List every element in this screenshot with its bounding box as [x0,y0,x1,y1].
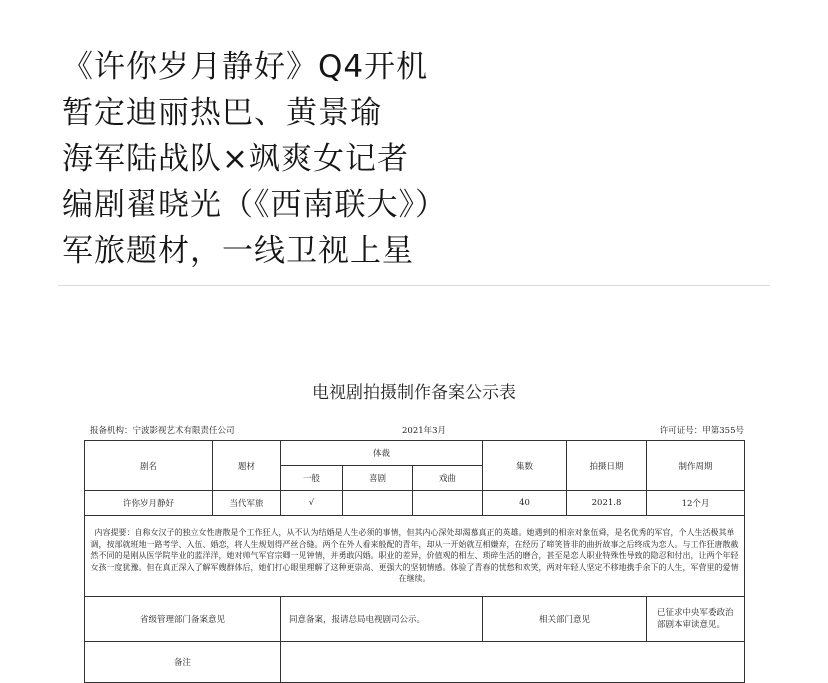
related-opinion: 已征求中央军委政治部剧本审读意见。 [647,597,745,642]
provincial-opinion: 同意备案，报请总局电视剧司公示。 [281,597,483,642]
agency-label: 报备机构：宁波影视艺术有限责任公司 [90,426,235,436]
headline-line: 编剧翟晓光（《西南联大》） [62,187,447,223]
headline-line: 军旅题材，一线卫视上星 [62,233,414,269]
headline-line: 海军陆战队×飒爽女记者 [62,141,409,177]
cell-shoot-date: 2021.8 [567,491,647,516]
license-label: 许可证号：甲第355号 [659,426,744,436]
headline-line: 《许你岁月静好》Q4开机 [62,49,429,85]
header-genre: 体裁 [281,441,483,466]
headline-line: 暂定迪丽热巴、黄景瑜 [62,95,382,131]
header-cycle: 制作周期 [647,441,745,491]
header-shoot-date: 拍摄日期 [567,441,647,491]
notes-label: 备注 [85,642,281,683]
header-genre-comedy: 喜剧 [343,466,413,491]
document-image[interactable] [58,360,770,670]
header-subject: 题材 [213,441,281,491]
cell-opera [413,491,483,516]
notes-value [281,642,745,683]
header-name: 剧名 [85,441,213,491]
divider [58,285,770,286]
cell-subject: 当代军旅 [213,491,281,516]
header-episodes: 集数 [483,441,567,491]
cell-cycle: 12个月 [647,491,745,516]
record-table [84,440,745,683]
cell-general: √ [281,491,343,516]
headline [62,44,802,274]
provincial-label: 省级管理部门备案意见 [85,597,281,642]
summary-cell: 内容提要：自称女汉子的独立女性唐散是个工作狂人，从不认为结婚是人生必须的事情，但其内心深处却渴慕真正的英雄。她遇到的相亲对象伍舜，是名优秀的军官，个人生活极其单调，按部就班地一路考学、入伍、婚恋，将人生规划得严丝合缝。两个在外人看来般配的青年，却从一开始就互相嫌弃，在经历了啼笑皆非的曲折故事之后终成为恋人。与工作狂唐散截然不同的是刚从医学院毕业的蓝洋洋，她对帅气军官宗卿一见钟情，并勇敢闪婚。职业的差异，价值观的相左、琐碎生活的磨合，甚至是恋人职业特殊性导致的隐忍和付出，让两个年轻女孩一度犹豫。但在真正深入了解军嫂群体后，她们打心眼里理解了这种更崇高、更强大的坚韧情感。体验了青春的忧愁和欢笑，两对年轻人坚定不移地携手余下的人生，军营里的爱情在继续。 [85,516,745,597]
header-genre-general: 一般 [281,466,343,491]
cell-comedy [343,491,413,516]
header-genre-opera: 戏曲 [413,466,483,491]
date-label: 2021年3月 [402,426,447,436]
document-title: 电视剧拍摄制作备案公示表 [312,383,516,403]
related-label: 相关部门意见 [483,597,647,642]
cell-episodes: 40 [483,491,567,516]
cell-name: 许你岁月静好 [85,491,213,516]
